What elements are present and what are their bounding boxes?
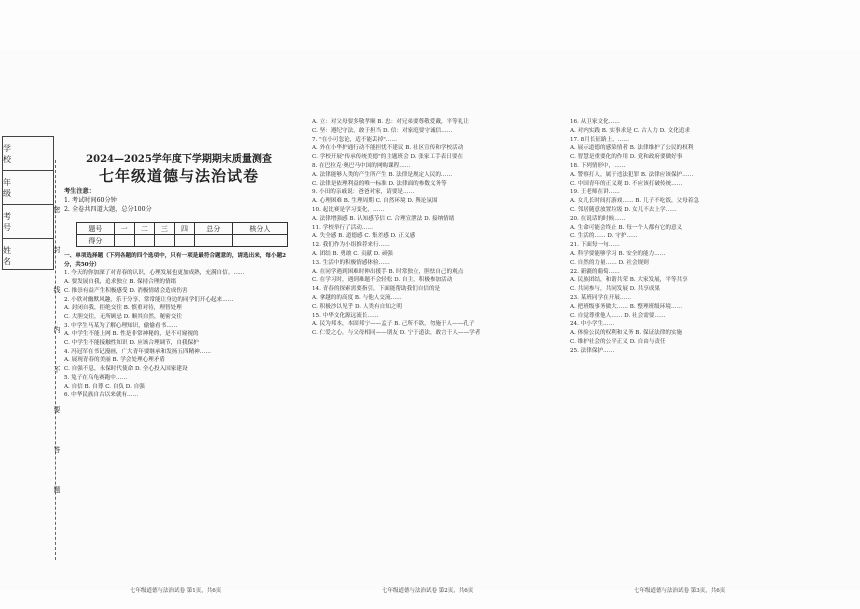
question-line: A. 封闭自我，拒绝交往 B. 慎重对待，理智处理 bbox=[64, 305, 182, 312]
question-line: A. 法律增强感 B. 认知感节信 C. 合理宣泄法 D. 接纳情绪 bbox=[312, 215, 455, 222]
notice-line: 2. 全卷共四道大题，总分100分 bbox=[64, 206, 152, 213]
page-footer: 七年级道德与法治试卷 第1页，共6页 bbox=[130, 588, 222, 594]
question-line: A. 体验公民的权利和义务 B. 保证法律的实施 bbox=[570, 330, 683, 337]
question-line: 6. 中华民族自古以来就有…… bbox=[64, 392, 139, 399]
question-line: A. 展示道德的感染情者 B. 法律维护了公民的权利 bbox=[570, 145, 694, 152]
question-line: 22. 新疆的葡萄…… bbox=[570, 268, 620, 275]
question-line: C. 智慧是重要化的作用 D. 党和政府要做好事 bbox=[570, 154, 683, 161]
question-line: C. 推崇有益产生积极感受 D. 消极情绪会造成伤害 bbox=[64, 287, 188, 294]
question-line: A. 科学要能够学习 B. 安全的能力…… bbox=[570, 250, 666, 257]
score-header: 题号 bbox=[77, 223, 115, 235]
question-line: 24. 中小学生…… bbox=[570, 321, 615, 328]
question-line: 一、单项选择题（下列各题的四个选项中，只有一项是最符合题意的，请选出来，每小题2分，共50分） bbox=[64, 253, 287, 268]
score-cell bbox=[114, 235, 134, 247]
question-line: A. 中学生不能上网 B. 性是非常神秘的，是不可窥视的 bbox=[64, 331, 199, 338]
bind-char: 要 bbox=[53, 406, 61, 414]
question-line: A. 法律能够人类的产生所产生 B. 法律是规定人民的…… bbox=[312, 171, 453, 178]
question-line: A. 拿越的的高度 B. 与他人交流…… bbox=[312, 294, 402, 301]
score-cell bbox=[174, 235, 194, 247]
question-line: 13. 生活中的积极情感体验…… bbox=[312, 259, 390, 266]
question-line: 7. "在小可忽论，适不能丢掉"…… bbox=[312, 136, 397, 143]
question-line: 5. 兔子在乌龟赛跑中…… bbox=[64, 374, 128, 381]
question-line: 16. 从卫家文化…… bbox=[570, 119, 620, 125]
binding-warning bbox=[52, 190, 62, 510]
exam-notice bbox=[64, 187, 294, 214]
question-line: A. 团结 B. 勇敢 C. 贡献 D. 顽强 bbox=[312, 250, 393, 257]
question-line: 20. 在说话的时候…… bbox=[570, 215, 626, 222]
exam-number-field: 考 号 bbox=[3, 205, 53, 239]
bind-char: 密 bbox=[53, 206, 61, 214]
bind-char: 答 bbox=[53, 446, 61, 454]
page-footer: 七年级道德与法治试卷 第2页，共6页 bbox=[382, 588, 474, 594]
question-line: A. 立：对父母要多敬孝顺 B. 忠：对兄弟要尊敬爱戴，平等礼让 bbox=[312, 119, 469, 125]
questions-column-3 bbox=[570, 118, 808, 578]
notice-line: 1. 考试时间60分钟 bbox=[64, 197, 117, 204]
score-header: 核分人 bbox=[232, 223, 287, 235]
question-line: A. 展现青春的美丽 B. 学会处理心理矛盾 bbox=[64, 357, 165, 364]
bind-char: 内 bbox=[53, 326, 61, 334]
exam-subject-title: 七年级道德与法治试卷 bbox=[98, 167, 259, 185]
question-line: 23. 某班同学在开展…… bbox=[570, 294, 632, 301]
notice-head: 考生注意： bbox=[64, 188, 95, 195]
question-line: C. 学校开展"传承传统美德"的主题班会 D. 张家工手表日要在 bbox=[312, 154, 464, 161]
exam-year-title: 2024—2025学年度下学期期末质量测查 bbox=[86, 154, 272, 165]
questions-column-1 bbox=[64, 252, 294, 572]
question-line: C. 中学生不能接触性知识 D. 应该合理调节，自我保护 bbox=[64, 340, 199, 347]
question-line: 2. 小欣对幽默风趣，乐于分享，常常能让身边的同学们开心起来…… bbox=[64, 296, 234, 303]
question-line: 11. 学校举行了活动…… bbox=[312, 224, 374, 231]
question-line: C. 自强不息，永保时代使命 D. 全心投入国家建设 bbox=[64, 366, 188, 373]
school-field: 学 校 bbox=[3, 137, 53, 171]
grade-field: 年 级 bbox=[3, 171, 53, 205]
question-line: 9. 小田的亲戚说：爸爸对家，请要是…… bbox=[312, 189, 415, 196]
question-line: 21. 下面每一句…… bbox=[570, 242, 620, 249]
bind-char: 封 bbox=[53, 246, 61, 254]
score-header: 二 bbox=[134, 223, 154, 235]
question-line: 10. 起比赛是学习变化，…… bbox=[312, 206, 385, 213]
page-footer: 七年级道德与法治试卷 第3页，共6页 bbox=[634, 588, 726, 594]
question-line: 14. 青春的探索需要指引，下面能帮助我们自信的是 bbox=[312, 286, 441, 293]
question-line: C. 在学习时，遇到难题不会轻松 D. 自主，积极参加活动 bbox=[312, 277, 453, 284]
question-line: 8. 在巴拉克·奥巴马中国的网购课程…… bbox=[312, 162, 411, 169]
student-info-box bbox=[2, 136, 54, 270]
question-line: A. 自信 B. 自尊 C. 自负 D. 自强 bbox=[64, 383, 145, 390]
question-line: C. 邻居随意放置垃圾 D. 女儿不去上学…… bbox=[570, 206, 677, 213]
score-header: 四 bbox=[174, 223, 194, 235]
question-line: 17. 8月长征路上，…… bbox=[570, 136, 629, 143]
question-line: A. 失全感 B. 道德感 C. 集差感 D. 正义感 bbox=[312, 233, 416, 240]
question-line: 3. 中学生马某为了解心理知识，偷偷看书…… bbox=[64, 322, 178, 329]
name-field: 姓 名 bbox=[3, 245, 25, 266]
question-line: C. 法律是依理利益的唯一标准 D. 法律面的参数义务等 bbox=[312, 180, 447, 187]
question-line: A. 把班级事务做大…… B. 整理班级环境…… bbox=[570, 303, 683, 310]
question-line: 12. 我们作为小组推荐来行…… bbox=[312, 242, 390, 249]
score-header: 总分 bbox=[195, 223, 233, 235]
question-line: C. 自然的力量…… D. 社会规则 bbox=[570, 259, 649, 266]
questions-column-2 bbox=[312, 118, 542, 578]
question-line: 18. 下列情形中，…… bbox=[570, 162, 626, 169]
question-line: A. 心理困难 B. 生理周期 C. 自然环境 D. 舆论氛围 bbox=[312, 198, 438, 205]
question-line: 4. 冯冠军在书记漫画，广大青年要继承和发扬五四精神…… bbox=[64, 348, 211, 355]
bind-char: 不 bbox=[53, 366, 61, 374]
question-line: C. 生活的…… D. 守护…… bbox=[570, 233, 638, 240]
question-line: C. 积极沙以见乎 D. 人类有自知之明 bbox=[312, 303, 402, 310]
question-line: C. 仁爱之心，与父母相同——朋友 D. 宁于道法，敢言于人——学者 bbox=[312, 330, 481, 337]
question-line: C. 大胆交往，无所顾忌 D. 顺其自然，秘密交往 bbox=[64, 313, 182, 320]
question-line: C. 中国青年的正义观 D. 不应该打破传统…… bbox=[570, 180, 683, 187]
score-cell bbox=[195, 235, 233, 247]
question-line: A. 对内实践 B. 实事求是 C. 古人力 D. 文化追求 bbox=[570, 127, 690, 134]
score-header: 三 bbox=[154, 223, 174, 235]
score-row-label: 得分 bbox=[77, 235, 115, 247]
question-line: 25. 法律保护…… bbox=[570, 347, 615, 354]
question-line: A. 在同学遇到困难时伸出援手 B. 时常独立，胆怯自己的观点 bbox=[312, 268, 464, 275]
question-line: A. 女儿长时间打游戏…… B. 儿子不吃饭，父母着急 bbox=[570, 198, 699, 205]
question-line: A. 民为邦本，本固邦宁——孟子 B. 己所不欲，勿施于人——孔子 bbox=[312, 321, 475, 328]
question-line: A. 要发展自我，追求独立 B. 保持合理的情绪 bbox=[64, 279, 177, 286]
score-cell bbox=[232, 235, 287, 247]
question-line: A. 生命可能会终止 B. 每一个人都有它的意义 bbox=[570, 224, 683, 231]
score-table bbox=[76, 222, 288, 247]
question-line: 15. 中华文化源远流长…… bbox=[312, 312, 379, 319]
score-header: 一 bbox=[114, 223, 134, 235]
question-line: 19. 王老师在讲…… bbox=[570, 189, 620, 196]
bind-char: 线 bbox=[53, 286, 61, 294]
score-cell bbox=[154, 235, 174, 247]
question-line: 1. 今天的你加深了对青春的认识，心理发展也更加成熟，充满自信。…… bbox=[64, 270, 245, 277]
question-line: A. 警察打人，属于违法犯罪 B. 法律应该保护…… bbox=[570, 171, 694, 178]
question-line: C. 共同参与，共同发展 D. 共享成果 bbox=[570, 286, 660, 293]
question-line: A. 民族团结，和谐共荣 B. 大家发展，平等共享 bbox=[570, 277, 688, 284]
question-line: C. 自觉尊重他人…… D. 社会需要…… bbox=[570, 312, 666, 319]
score-cell bbox=[134, 235, 154, 247]
question-line: C. 维护社会的公平正义 D. 自由与责任 bbox=[570, 338, 666, 345]
question-line: A. 外在小华护通行动不能担忧不建议 B. 社区宣传和学校活动 bbox=[312, 145, 464, 152]
bind-char: 题 bbox=[53, 486, 61, 494]
question-line: C. 坚：遵纪守法，敢于担当 D. 信：对家庭要守诚信…… bbox=[312, 127, 453, 134]
